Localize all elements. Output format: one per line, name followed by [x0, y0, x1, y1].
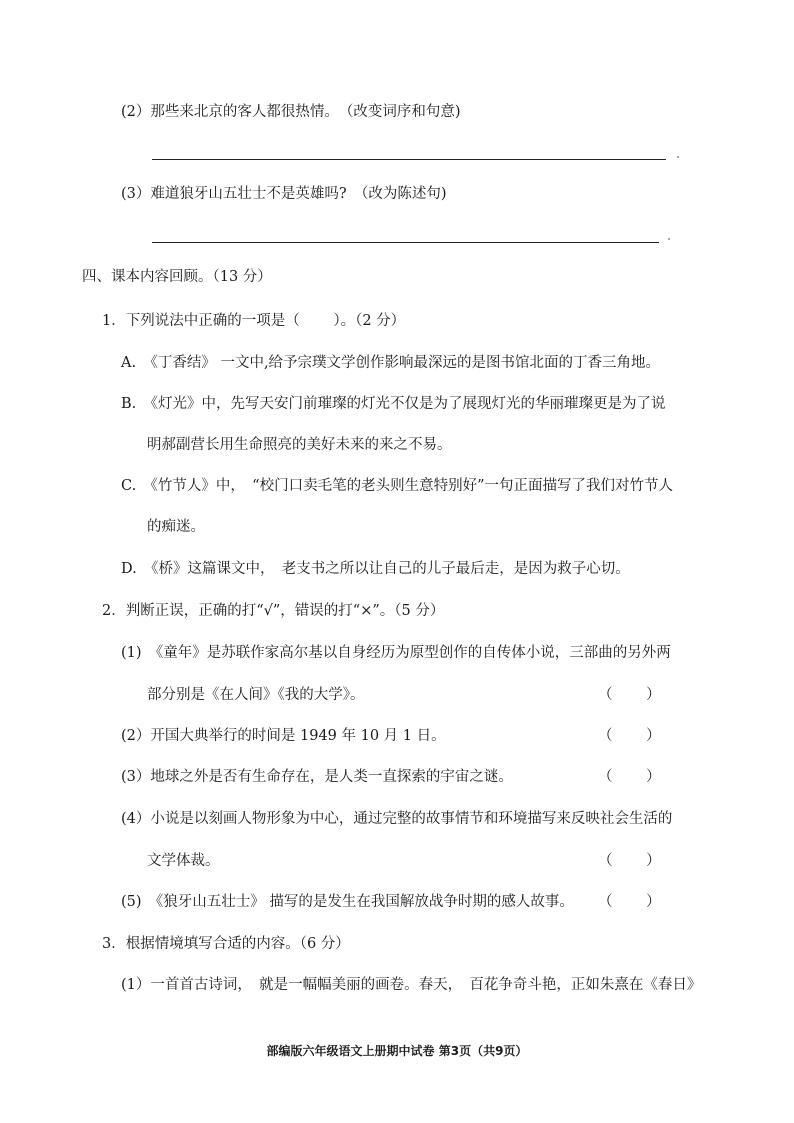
option-b-line2: 明郝副营长用生命照亮的美好未来的来之不易。	[147, 437, 452, 453]
option-c-line1: C. 《竹节人》中， “校门口卖毛笔的老头则生意特别好”一句正面描写了我们对竹节人	[121, 478, 674, 494]
question-1-stem: 1．下列说法中正确的一项是（ ）。（2 分）	[102, 313, 406, 329]
judge-item-1-line1: (1) 《童年》是苏联作家高尔基以自身经历为原型创作的自传体小说，三部曲的另外两	[121, 645, 671, 661]
rewrite-question-3: (3）难道狼牙山五壮士不是英雄吗? （改为陈述句)	[121, 186, 447, 202]
question-3-stem: 3．根据情境填写合适的内容。（6 分）	[102, 936, 350, 952]
answer-parentheses-4[interactable]: （ ）	[598, 853, 661, 869]
fill-item-1: (1）一首首古诗词， 就是一幅幅美丽的画卷。春天， 百花争奇斗艳，正如朱熹在《春日》	[121, 977, 702, 993]
answer-parentheses-2[interactable]: （ ）	[598, 728, 661, 744]
answer-parentheses-1[interactable]: （ ）	[598, 687, 661, 703]
option-a: A. 《丁香结》 一文中,给予宗璞文学创作影响最深远的是图书馆北面的丁香三角地。	[121, 355, 661, 371]
judge-item-1-line2: 部分别是《在人间》《我的大学》。	[147, 687, 365, 703]
question-2-stem: 2．判断正误，正确的打“√”，错误的打“×”。（5 分）	[102, 603, 445, 619]
scan-dot	[677, 156, 679, 158]
scan-dot	[668, 238, 670, 240]
section-heading: 四、课本内容回顾。（13 分）	[82, 269, 272, 285]
answer-line-2[interactable]	[152, 242, 659, 243]
option-d: D. 《桥》这篇课文中， 老支书之所以让自己的儿子最后走，是因为救子心切。	[121, 561, 630, 577]
rewrite-question-2: (2）那些来北京的客人都很热情。 （改变词序和句意)	[121, 104, 461, 120]
judge-item-5: (5) 《狼牙山五壮士》 描写的是发生在我国解放战争时期的感人故事。	[121, 894, 574, 910]
judge-item-4-line2: 文学体裁。	[147, 853, 220, 869]
answer-parentheses-3[interactable]: （ ）	[598, 769, 661, 785]
judge-item-4-line1: (4）小说是以刻画人物形象为中心，通过完整的故事情节和环境描写来反映社会生活的	[121, 811, 673, 827]
option-c-line2: 的痴迷。	[147, 519, 205, 535]
judge-item-2: (2）开国大典举行的时间是 1949 年 10 月 1 日。	[121, 728, 446, 744]
judge-item-3: (3）地球之外是否有生命存在，是人类一直探索的宇宙之谜。	[121, 769, 513, 785]
answer-parentheses-5[interactable]: （ ）	[598, 894, 661, 910]
option-b-line1: B. 《灯光》中，先写天安门前璀璨的灯光不仅是为了展现灯光的华丽璀璨更是为了说	[121, 396, 666, 412]
page-footer: 部编版六年级语文上册期中试卷 第3页（共9页）	[266, 1044, 528, 1058]
answer-line-1[interactable]	[152, 159, 666, 160]
